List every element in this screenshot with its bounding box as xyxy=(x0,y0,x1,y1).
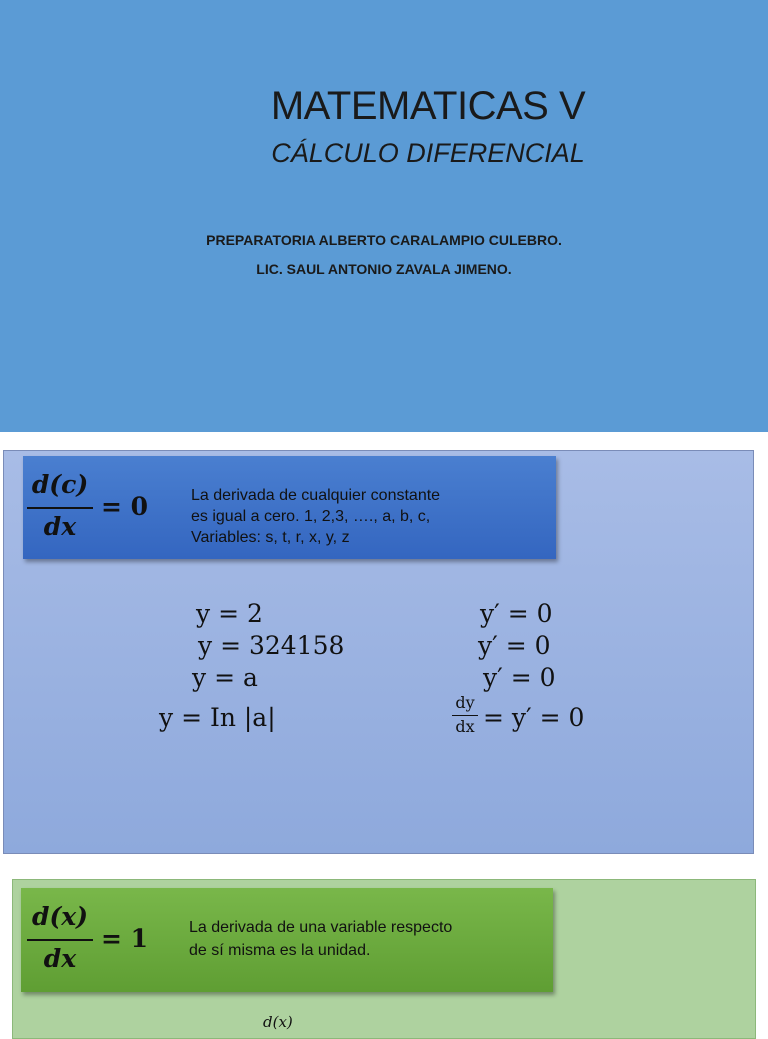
rule-box xyxy=(21,888,553,992)
example-right-2: y′ = 0 xyxy=(478,631,551,660)
small-fraction-bar xyxy=(452,715,478,716)
slide-subtitle: CÁLCULO DIFERENCIAL xyxy=(271,138,585,168)
example-left-1: y = 2 xyxy=(196,599,263,628)
rule-numerator: d(c) xyxy=(31,470,89,499)
rule-description-2: es igual a cero. 1, 2,3, …., a, b, c, xyxy=(191,508,431,525)
example-right-4: = y′ = 0 xyxy=(483,703,585,732)
example-right-1: y′ = 0 xyxy=(480,599,553,628)
rule-result: = 0 xyxy=(101,492,149,521)
fraction-bar xyxy=(27,939,93,941)
partial-formula: d(x) xyxy=(263,1013,293,1031)
title-slide xyxy=(0,0,768,432)
dy-numerator: dy xyxy=(455,693,475,712)
variable-rule-slide xyxy=(12,879,756,1039)
rule-description-1: La derivada de una variable respecto xyxy=(189,919,453,936)
example-left-2: y = 324158 xyxy=(198,631,345,660)
rule-description-1: La derivada de cualquier constante xyxy=(191,487,441,504)
example-right-3: y′ = 0 xyxy=(483,663,556,692)
rule-box xyxy=(23,456,556,559)
rule-denominator: dx xyxy=(43,512,77,541)
rule-denominator: dx xyxy=(43,944,77,973)
school-name: PREPARATORIA ALBERTO CARALAMPIO CULEBRO. xyxy=(206,232,562,248)
slide-title: MATEMATICAS V xyxy=(270,84,586,128)
rule-numerator: d(x) xyxy=(31,902,89,931)
example-left-3: y = a xyxy=(192,663,258,692)
fraction-bar xyxy=(27,507,93,509)
example-left-4: y = In |a| xyxy=(159,703,276,732)
rule-result: = 1 xyxy=(101,924,149,953)
teacher-name: LIC. SAUL ANTONIO ZAVALA JIMENO. xyxy=(256,261,512,277)
rule-description-3: Variables: s, t, r, x, y, z xyxy=(191,529,350,546)
dx-denominator: dx xyxy=(455,717,475,736)
rule-description-2: de sí misma es la unidad. xyxy=(189,942,371,959)
constant-rule-slide xyxy=(3,450,754,854)
